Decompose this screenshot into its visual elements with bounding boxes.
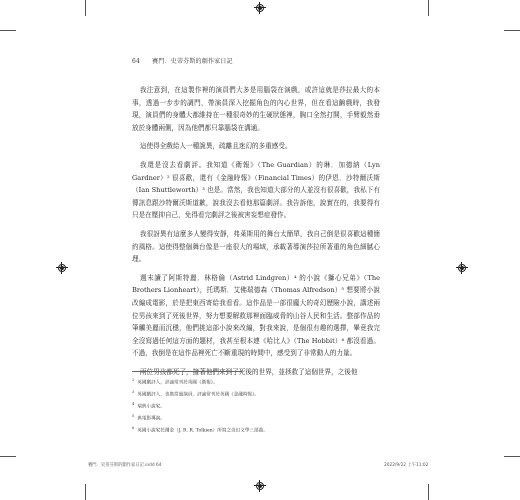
footnote-text: 英國劇評人，評論常刊於英國《衛報》。	[137, 380, 218, 386]
registration-mark-right	[456, 262, 468, 274]
crop-mark	[428, 484, 429, 500]
footnote	[132, 412, 380, 424]
paragraph: 這使得全戲給人一種詭異，疏離且迷幻的多重感受。	[139, 142, 292, 151]
paragraph: 我注意到，在這製作裡的演員們大多是用腦袋在演戲，或許這就是莎拉最大的本事，透過一步步的調門，帶演員深入挖掘角色的內心世界，但在看這齣戲時，我發現，演員們的身體大都維持在一種很奇妙的生硬狀態裡，胸口全然打開，手臂毅然垂放於身體兩側，因為他們都只靠腦袋在溝通。	[132, 86, 380, 132]
footnotes	[132, 376, 380, 436]
registration-mark-left	[56, 262, 68, 274]
registration-mark-bottom	[254, 480, 266, 492]
page-number: 64	[132, 58, 141, 65]
paragraph: 週末讀了阿斯特麗．林格倫（Astrid Lindgren）⁴ 的小說《獅心兄弟》（The Brothers Lionheart），托瑪斯．艾佛瑞德森（Thomas Alfredson）⁵ 想要將小說改編成電影，於是把東西寄給我看看。這作品是一部很龐大的奇幻歷險小說，講述兩位男孩來到了死後世界，努力想要解救那裡面臨威脅的山谷人民和生活。整部作品的筆觸美麗而沉穩，他們挑這部小說來改編，對我來說，是個很有趣的選擇，畢竟我完全沒寫過任何這方面的題材，我甚至根本連《哈比人》（The Hobbit）⁶ 都沒看過。不過，我倒是在這作品裡死亡不斷重現的時間中，感受到了非常動人的力量。	[132, 273, 380, 358]
crop-mark	[428, 0, 429, 16]
footnote	[132, 424, 380, 436]
footnote	[132, 400, 380, 412]
crop-mark	[85, 484, 86, 500]
crop-mark	[85, 0, 86, 16]
running-header	[132, 56, 233, 65]
footnote-number: 5	[132, 413, 135, 418]
paragraph: 我還是沒去看劇評。我知道《衛報》（The Guardian）的琳．加德納（Lyn Gardner）² 很喜歡，還有《金融時報》（Financial Times）的伊恩．沙特爾沃斯（Ian Shuttleworth）³ 也是。當然，我也知道大部分的人並沒有很喜歡，我私下有傳訊息跟沙特爾沃斯道歉，說我沒去看他那篇劇評。我告訴他，說實在的，我要得有只是在壓抑自己，免得看完劇評之後被害妄想症發作。	[132, 160, 380, 220]
crop-mark	[504, 30, 520, 31]
paragraph: 兩位男孩都死了，接著他們來到了死後的世界，並拯救了這個世界，之後他	[139, 367, 358, 376]
registration-mark-top	[254, 2, 266, 14]
paragraph: 我很訝異有這麼多人變得安靜，弗萊斯用的舞台太簡單，我自己倒是很喜歡這種簡約風格。這使得整個舞台像是一座很大的場域，承載著導演莎拉所著重的角色細膩心理。	[132, 229, 380, 264]
body-text	[132, 84, 380, 384]
print-slug-file: 賽門．史蒂芬斯的劇作家日記.indd 64	[88, 463, 162, 468]
crop-mark	[0, 456, 16, 457]
footnote	[132, 388, 380, 400]
footnote-number: 2	[132, 378, 135, 382]
footnote-number: 6	[132, 425, 135, 430]
footnote-text: 瑞典小說家。	[137, 404, 165, 410]
footnote	[132, 376, 380, 388]
print-slug-timestamp: 2022/9/22 上午11:02	[384, 463, 429, 468]
crop-mark	[0, 30, 16, 31]
footnote-rule	[132, 371, 242, 372]
footnote-text: 英國劇評人，也擔當過演員，評論常刊於英國《金融時報》。	[137, 392, 260, 398]
running-title: 賽門．史蒂芬斯的劇作家日記	[152, 58, 233, 65]
crop-mark	[504, 456, 520, 457]
footnote-text: 英國小說家托爾金（J. R. R. Tolkien）所寫之奇幻文學三部曲。	[137, 428, 268, 434]
footnote-number: 3	[132, 389, 135, 394]
footnote-text: 典電影導演。	[137, 416, 165, 422]
footnote-number: 4	[132, 401, 135, 406]
